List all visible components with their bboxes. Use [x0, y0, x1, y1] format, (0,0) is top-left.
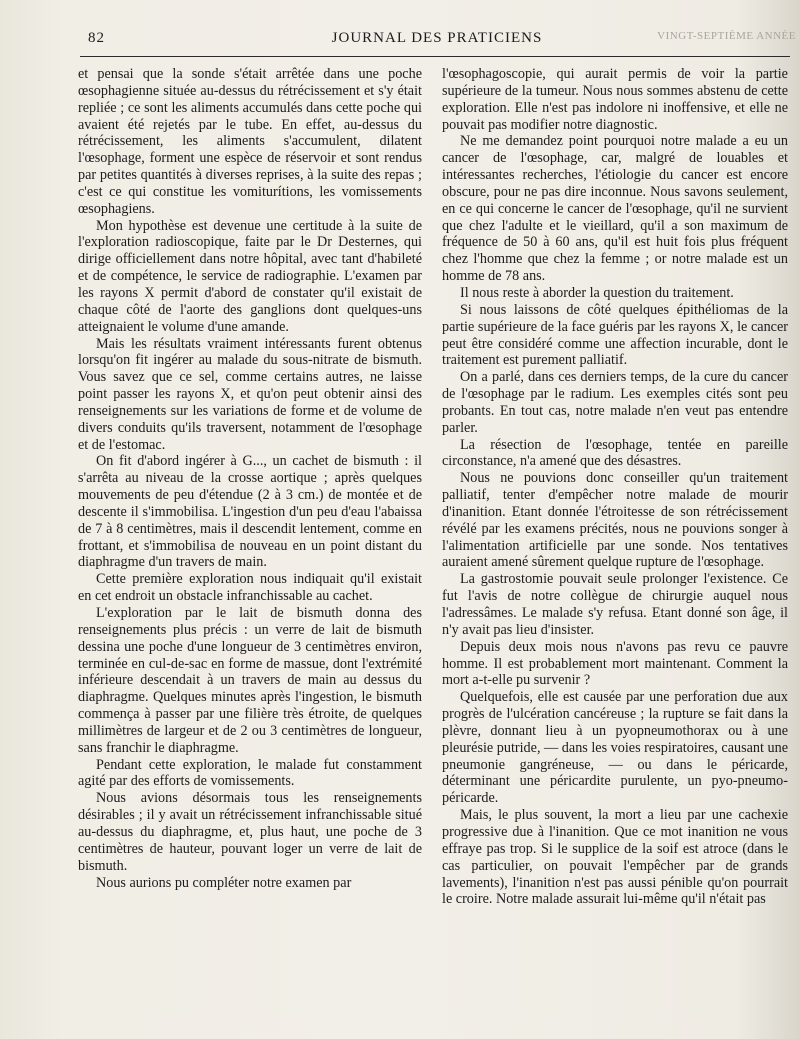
paragraph: Cette première exploration nous indiquait qu'il existait en cet endroit un obstacle infranchissable au cachet. [78, 571, 422, 605]
running-head: VINGT-SEPTIÈME ANNÉE [657, 30, 796, 42]
journal-title: JOURNAL DES PRATICIENS [331, 30, 543, 46]
paragraph: On a parlé, dans ces derniers temps, de la cure du cancer de l'œsophage par le radium. Les exemples cités sont peu probants. En tout cas, notre malade n'en veut pas entendre parler. [442, 369, 788, 436]
page-header [84, 28, 796, 54]
paragraph: Mon hypothèse est devenue une certitude à la suite de l'exploration radioscopique, faite par le Dr Desternes, qui dirige officiellement dans notre hôpital, avec tant d'habileté et de compétence, le service de radiographie. L'examen par les rayons X permit d'abord de constater qu'il existait de chaque côté de l'aorte des ganglions dont quelques-uns atteignaient le volume d'une amande. [78, 217, 422, 335]
paragraph: Pendant cette exploration, le malade fut constamment agité par des efforts de vomissements. [78, 756, 422, 790]
paragraph: La gastrostomie pouvait seule prolonger l'existence. Ce fut l'avis de notre collègue de chirurgie auquel nous l'adressâmes. Le malade s'y refusa. Etant donné son âge, il n'y avait pas lieu d'insister. [442, 571, 788, 638]
page-number: 82 [88, 30, 105, 46]
header-rule [80, 56, 790, 57]
paragraph: Mais, le plus souvent, la mort a lieu par une cachexie progressive due à l'inanition. Que ce mot inanition ne vous effraye pas trop. Si le supplice de la soif est atroce (dans le cas particulier, on pouvait l'empêcher par de grands lavements), l'inanition n'est pas aussi pénible qu'on pourrait le croire. Notre malade assurait lui-même qu'il n'était pas [442, 807, 788, 908]
paragraph: Nous aurions pu compléter notre examen par [96, 874, 352, 891]
paragraph: Quelquefois, elle est causée par une perforation due aux progrès de l'ulcération cancéreuse ; la rupture se fait dans la plèvre, donnant lieu à un pyopneumothorax ou à une pleurésie putride, — dans les voies respiratoires, causant une pneumonie gangréneuse, — ou dans le péricarde, déterminant une péricardite purulente, un pyo-pneumo-péricarde. [442, 689, 788, 807]
paragraph: Ne me demandez point pourquoi notre malade a eu un cancer de l'œsophage, car, malgré de louables et intéressantes recherches, l'étiologie du cancer est encore obscure, pour ne pas dire inconnue. Nous savons seulement, en ce qui concerne le cancer de l'œsophage, qu'il ne survient que chez l'adulte et le vieillard, qu'il a son maximum de fréquence de 50 à 60 ans, qu'il est huit fois plus fréquent chez l'homme que chez la femme ; or notre malade est un homme de 78 ans. [442, 133, 788, 285]
paragraph: Nous avions désormais tous les renseignements désirables ; il y avait un rétrécissement infranchissable situé au-dessus du diaphragme, et, plus haut, une poche de 3 centimètres de hauteur, pouvant loger un verre de lait de bismuth. [78, 790, 422, 874]
paragraph: Si nous laissons de côté quelques épithéliomas de la partie supérieure de la face guéris par les rayons X, le cancer peut être considéré comme une affection incurable, dont le traitement est purement palliatif. [442, 301, 788, 369]
paragraph: et pensai que la sonde s'était arrêtée dans une poche œsophagienne située au-dessus du rétrécissement et s'y était repliée ; ce sont les aliments accumulés dans cette poche qui avaient été rejetés par le tube. En effet, au-dessus du rétrécissement, les aliments s'accumulent, dilatent l'œsophage, forment une espèce de réservoir et sont rendus par petites quantités à diverses reprises, à la suite des repas ; c'est ce qui constitue les vomiturítions, les vomissements œsophagiens. [78, 66, 422, 217]
left-column [78, 66, 422, 891]
paragraph: Depuis deux mois nous n'avons pas revu ce pauvre homme. Il est probablement mort maintenant. Comment la mort a-t-elle pu survenir ? [442, 638, 788, 689]
paragraph: l'œsophagoscopie, qui aurait permis de voir la partie supérieure de la tumeur. Nous nous sommes abstenu de cette exploration. Elle n'est pas indolore ni inoffensive, et elle ne pouvait pas modifier notre diagnostic. [442, 66, 788, 133]
right-column [442, 66, 788, 908]
paragraph: L'exploration par le lait de bismuth donna des renseignements plus précis : un verre de lait de bismuth dessina une poche d'une longueur de 3 centimètres environ, terminée en cul-de-sac en forme de massue, dont l'extrémité inférieure descendait à un travers de main au dessus du diaphragme. Quelques minutes après l'ingestion, le bismuth commença à passer par une filière très étroite, de quelques millimètres de largeur et de 2 ou 3 centimètres de longueur, sans franchir le diaphragme. [78, 605, 422, 756]
paragraph: Nous ne pouvions donc conseiller qu'un traitement palliatif, tenter d'empêcher notre malade de mourir d'inanition. Etant donnée l'étroitesse de son rétrécissement révélé par les examens précités, nous ne pouvions songer à l'alimentation artificielle par une sonde. Nos tentatives auraient amené sûrement quelque rupture de l'œsophage. [442, 470, 788, 571]
paragraph: On fit d'abord ingérer à G..., un cachet de bismuth : il s'arrêta au niveau de la crosse aortique ; après quelques mouvements de peu d'étendue (2 à 3 cm.) de montée et de descente il s'immobilisa. L'ingestion d'un peu d'eau l'abaissa de 7 à 8 centimètres, mais il descendit lentement, comme en frottant, et s'immobilisa de nouveau en un point distant du diaphragme d'un travers de main. [78, 453, 422, 571]
paragraph: La résection de l'œsophage, tentée en pareille circonstance, n'a amené que des désastres. [442, 436, 788, 470]
paragraph: Il nous reste à aborder la question du traitement. [460, 284, 734, 301]
paragraph: Mais les résultats vraiment intéressants furent obtenus lorsqu'on fit ingérer au malade du sous-nitrate de bismuth. Vous savez que ce sel, comme certains autres, ne laisse point passer les rayons X, et qu'on peut obtenir ainsi des renseignements sur les variations de forme et de volume de divers conduits qu'ils traversent, notamment de l'œsophage et de l'estomac. [78, 335, 422, 453]
